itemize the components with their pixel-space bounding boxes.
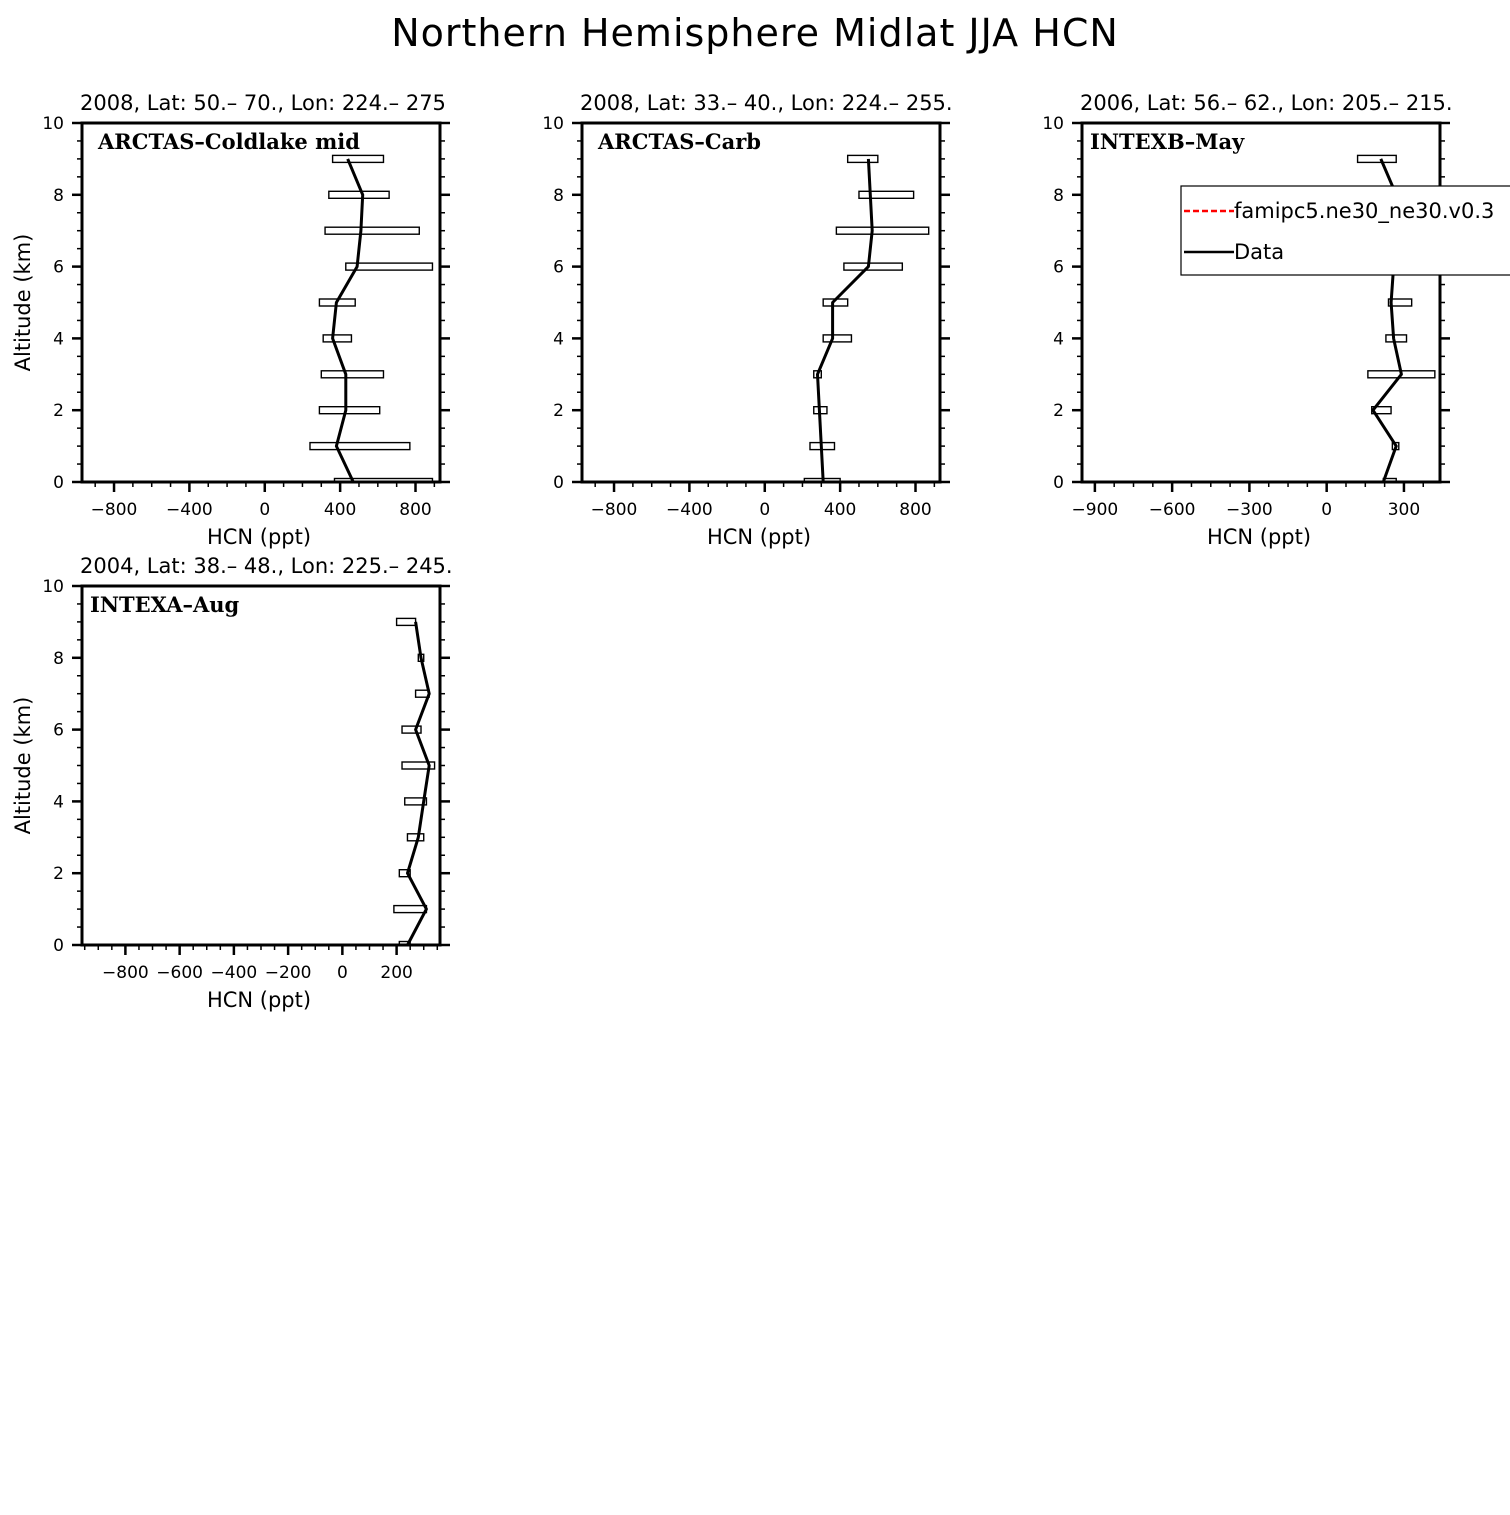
range-box [333, 155, 384, 162]
range-box [823, 335, 851, 342]
y-tick-label: 0 [53, 936, 64, 956]
x-axis-label: HCN (ppt) [206, 988, 312, 1012]
panel-title: 2004, Lat: 38.– 48., Lon: 225.– 245. [80, 554, 453, 578]
range-box [402, 726, 421, 733]
x-tick-label: 0 [759, 500, 771, 520]
y-tick-label: 4 [53, 329, 64, 350]
y-tick-label: 8 [1053, 185, 1064, 206]
range-box [334, 479, 432, 483]
data-profile-line [818, 159, 873, 482]
x-tick-label: 800 [399, 500, 432, 520]
x-tick-label: 0 [1321, 500, 1333, 520]
x-tick-label: −400 [666, 500, 713, 520]
x-tick-label: −900 [1071, 500, 1119, 520]
y-tick-label: 4 [553, 329, 564, 350]
panel-title: 2006, Lat: 56.– 62., Lon: 205.– 215. [1080, 91, 1453, 115]
plot-frame [82, 123, 440, 482]
plot-frame [82, 586, 440, 945]
legend-label: Data [1234, 240, 1285, 264]
x-tick-label: −400 [210, 963, 258, 983]
panel-title: 2008, Lat: 50.– 70., Lon: 224.– 275 [80, 91, 446, 115]
x-tick-label: −800 [590, 500, 638, 520]
x-tick-label: 0 [259, 500, 271, 520]
x-tick-label: 200 [380, 963, 413, 983]
range-box [397, 618, 416, 625]
y-tick-label: 2 [53, 401, 64, 422]
x-tick-label: −300 [1226, 500, 1273, 520]
range-box [329, 191, 389, 198]
y-tick-label: 10 [42, 577, 64, 597]
x-tick-label: −600 [1148, 500, 1196, 520]
campaign-label: INTEXA–Aug [90, 592, 240, 617]
range-box [394, 906, 427, 913]
y-axis-label: Altitude (km) [11, 696, 35, 835]
campaign-label: ARCTAS–Carb [598, 129, 761, 154]
range-box [844, 263, 902, 270]
range-box [407, 834, 423, 841]
x-tick-label: 800 [899, 500, 932, 520]
range-box [848, 155, 878, 162]
campaign-label: ARCTAS–Coldlake mid [98, 129, 360, 154]
x-axis-label: HCN (ppt) [1206, 525, 1312, 549]
y-tick-label: 0 [53, 473, 64, 493]
figure-title: Northern Hemisphere Midlat JJA HCN [391, 11, 1119, 55]
range-box [319, 407, 379, 414]
range-box [859, 191, 914, 198]
y-tick-label: 2 [53, 864, 64, 885]
y-tick-label: 10 [42, 114, 64, 134]
data-profile-line [333, 159, 363, 482]
x-tick-label: −600 [156, 963, 203, 983]
y-tick-label: 0 [553, 473, 564, 493]
x-axis-label: HCN (ppt) [206, 525, 312, 549]
x-tick-label: 300 [1387, 500, 1421, 520]
y-tick-label: 8 [53, 185, 64, 206]
x-tick-label: −200 [264, 963, 312, 983]
y-tick-label: 6 [53, 257, 64, 278]
x-tick-label: −800 [90, 500, 138, 520]
x-axis-label: HCN (ppt) [706, 525, 812, 549]
chart-panel-2 [542, 91, 952, 549]
y-tick-label: 6 [553, 257, 564, 278]
y-tick-label: 10 [542, 114, 564, 134]
x-tick-label: 0 [336, 963, 348, 983]
x-tick-label: 400 [823, 500, 857, 520]
y-tick-label: 6 [1053, 257, 1064, 278]
chart-panel-1 [11, 91, 450, 549]
x-tick-label: −400 [166, 500, 213, 520]
campaign-label: INTEXB–May [1090, 129, 1245, 154]
x-tick-label: −800 [102, 963, 149, 983]
y-tick-label: 8 [553, 185, 564, 206]
y-tick-label: 2 [553, 401, 564, 422]
data-profile-line [408, 622, 430, 945]
y-tick-label: 0 [1053, 473, 1064, 493]
range-box [321, 371, 383, 378]
range-box [310, 443, 410, 450]
panel-title: 2008, Lat: 33.– 40., Lon: 224.– 255. [580, 91, 953, 115]
chart-panel-4 [11, 554, 453, 1012]
x-tick-label: 400 [323, 500, 357, 520]
y-tick-label: 4 [1053, 329, 1064, 350]
y-tick-label: 2 [1053, 401, 1064, 422]
y-tick-label: 4 [53, 792, 64, 813]
y-tick-label: 8 [53, 648, 64, 669]
legend-label: famipc5.ne30_ne30.v0.3 [1234, 199, 1495, 223]
plot-frame [582, 123, 940, 482]
range-box [836, 227, 928, 234]
range-box [323, 335, 351, 342]
y-tick-label: 6 [53, 720, 64, 741]
range-box [1386, 335, 1407, 342]
range-box [325, 227, 419, 234]
legend [1181, 186, 1510, 275]
y-axis-label: Altitude (km) [11, 233, 35, 372]
chart-panel-3 [1042, 91, 1452, 549]
range-box [1358, 155, 1397, 162]
y-tick-label: 10 [1042, 114, 1064, 134]
